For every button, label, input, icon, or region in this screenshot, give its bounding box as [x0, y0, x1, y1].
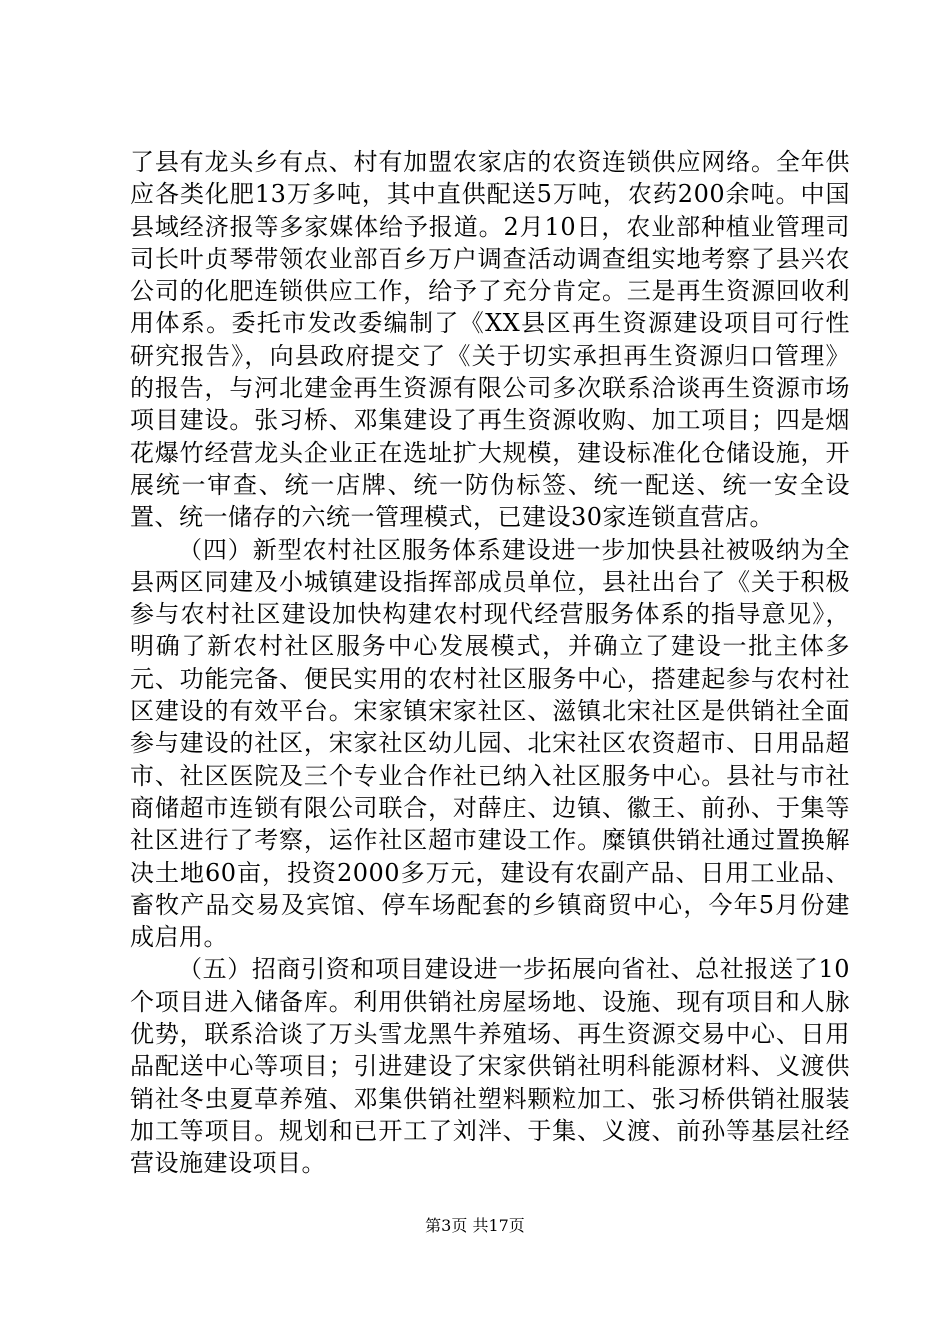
paragraph-2: （四）新型农村社区服务体系建设进一步加快县社被吸纳为全县两区同建及小城镇建设指挥部成员单位，县社出台了《关于积极参与农村社区建设加快构建农村现代经营服务体系的指导意见》，明确了新农村社区服务中心发展模式，并确立了建设一批主体多元、功能完备、便民实用的农村社区服务中心，搭建起参与农村社区建设的有效平台。宋家镇宋家社区、滋镇北宋社区是供销社全面参与建设的社区，宋家社区幼儿园、北宋社区农资超市、日用品超市、社区医院及三个专业合作社已纳入社区服务中心。县社与市社商储超市连锁有限公司联合，对薛庄、边镇、徽王、前孙、于集等社区进行了考察，运作社区超市建设工作。糜镇供销社通过置换解决土地60亩，投资2000多万元，建设有农副产品、日用工业品、畜牧产品交易及宾馆、停车场配套的乡镇商贸中心，今年5月份建成启用。	[130, 535, 850, 952]
document-body	[130, 146, 850, 1180]
paragraph-1: 了县有龙头乡有点、村有加盟农家店的农资连锁供应网络。全年供应各类化肥13万多吨，其中直供配送5万吨，农药200余吨。中国县域经济报等多家媒体给予报道。2月10日，农业部种植业管理司司长叶贞琴带领农业部百乡万户调查活动调查组实地考察了县兴农公司的化肥连锁供应工作，给予了充分肯定。三是再生资源回收利用体系。委托市发改委编制了《XX县区再生资源建设项目可行性研究报告》，向县政府提交了《关于切实承担再生资源归口管理》的报告，与河北建金再生资源有限公司多次联系洽谈再生资源市场项目建设。张习桥、邓集建设了再生资源收购、加工项目；四是烟花爆竹经营龙头企业正在选址扩大规模，建设标准化仓储设施，开展统一审查、统一店牌、统一防伪标签、统一配送、统一安全设置、统一储存的六统一管理模式，已建设30家连锁直营店。	[130, 148, 850, 532]
page-footer: 第3页 共17页	[425, 1216, 525, 1235]
paragraph-3: （五）招商引资和项目建设进一步拓展向省社、总社报送了10个项目进入储备库。利用供销社房屋场地、设施、现有项目和人脉优势，联系洽谈了万头雪龙黑牛养殖场、再生资源交易中心、日用品配送中心等项目；引进建设了宋家供销社明科能源材料、义渡供销社冬虫夏草养殖、邓集供销社塑料颗粒加工、张习桥供销社服装加工等项目。规划和已开工了刘泮、于集、义渡、前孙等基层社经营设施建设项目。	[130, 955, 850, 1178]
